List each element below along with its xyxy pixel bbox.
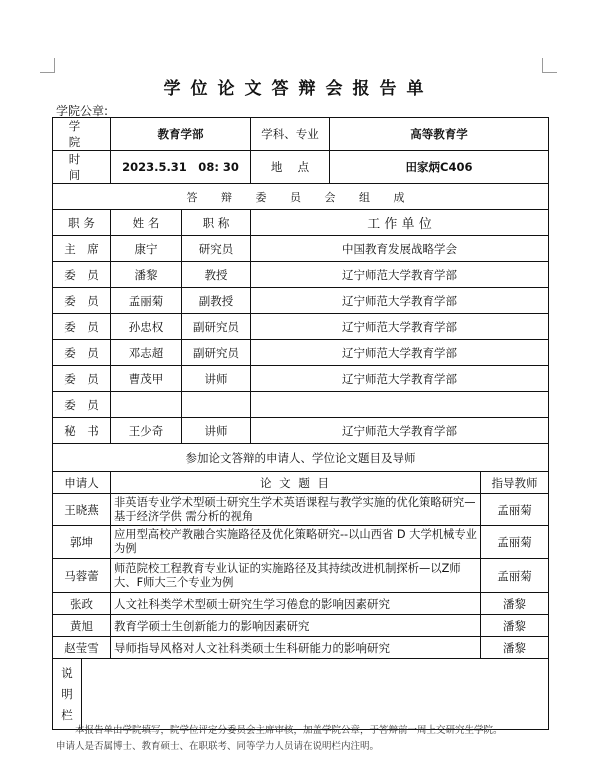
applicant-name: 马蓉蕾 bbox=[53, 559, 111, 593]
committee-section-title: 答 辩 委 员 会 组 成 bbox=[53, 184, 549, 210]
member-name: 潘黎 bbox=[111, 262, 182, 288]
thesis-topic: 非英语专业学术型硕士研究生学术英语课程与教学实施的优化策略研究—基于经济学供 需分析的视角 bbox=[111, 494, 481, 526]
committee-row bbox=[53, 288, 549, 314]
col-advisor-header: 指导教师 bbox=[481, 472, 549, 494]
discipline-value: 高等教育学 bbox=[330, 118, 549, 151]
member-role: 委 员 bbox=[53, 314, 111, 340]
member-role: 委 员 bbox=[53, 262, 111, 288]
committee-row bbox=[53, 314, 549, 340]
committee-row bbox=[53, 366, 549, 392]
advisor-name: 孟丽菊 bbox=[481, 494, 549, 526]
member-title: 讲师 bbox=[182, 418, 251, 444]
col-topic-header: 论 文 题 目 bbox=[111, 472, 481, 494]
member-name: 康宁 bbox=[111, 236, 182, 262]
member-unit: 辽宁师范大学教育学部 bbox=[251, 418, 549, 444]
thesis-topic: 师范院校工程教育专业认证的实施路径及其持续改进机制探析—以Z师大、F师大三个专业为例 bbox=[111, 559, 481, 593]
report-table bbox=[52, 117, 549, 730]
advisor-name: 潘黎 bbox=[481, 593, 549, 615]
member-title: 副研究员 bbox=[182, 314, 251, 340]
advisor-name: 孟丽菊 bbox=[481, 559, 549, 593]
member-unit: 辽宁师范大学教育学部 bbox=[251, 366, 549, 392]
member-title bbox=[182, 392, 251, 418]
remarks-cell bbox=[53, 659, 549, 730]
member-unit: 辽宁师范大学教育学部 bbox=[251, 340, 549, 366]
member-role: 委 员 bbox=[53, 366, 111, 392]
applicant-name: 黄旭 bbox=[53, 615, 111, 637]
applicant-row bbox=[53, 494, 549, 526]
document-title: 学位论文答辩会报告单 bbox=[163, 79, 434, 99]
member-name: 曹茂甲 bbox=[111, 366, 182, 392]
page-corner-mark-left bbox=[40, 58, 55, 73]
member-unit: 辽宁师范大学教育学部 bbox=[251, 262, 549, 288]
footnote-line-2: 申请人是否属博士、教育硕士、在职联考、同等学力人员请在说明栏内注明。 bbox=[56, 741, 380, 752]
committee-header-row bbox=[53, 210, 549, 236]
applicant-name: 赵莹雪 bbox=[53, 637, 111, 659]
col-title-header: 职 称 bbox=[182, 210, 251, 236]
time-label: 时 间 bbox=[53, 151, 111, 184]
advisor-name: 潘黎 bbox=[481, 637, 549, 659]
applicant-row bbox=[53, 593, 549, 615]
committee-section-row bbox=[53, 184, 549, 210]
member-unit: 辽宁师范大学教育学部 bbox=[251, 314, 549, 340]
committee-row bbox=[53, 236, 549, 262]
time-value: 2023.5.31 08: 30 bbox=[111, 151, 251, 184]
applicant-row bbox=[53, 615, 549, 637]
member-name: 邓志超 bbox=[111, 340, 182, 366]
college-row bbox=[53, 118, 549, 151]
place-value: 田家炳C406 bbox=[330, 151, 549, 184]
member-role: 主 席 bbox=[53, 236, 111, 262]
member-role: 委 员 bbox=[53, 392, 111, 418]
applicant-row bbox=[53, 559, 549, 593]
member-title: 教授 bbox=[182, 262, 251, 288]
applicants-section-title: 参加论文答辩的申请人、学位论文题目及导师 bbox=[53, 444, 549, 472]
applicant-row bbox=[53, 526, 549, 559]
remarks-label bbox=[53, 659, 82, 729]
time-row bbox=[53, 151, 549, 184]
college-label: 学 院 bbox=[53, 118, 111, 151]
discipline-label: 学科、专业 bbox=[251, 118, 330, 151]
remarks-label-char: 说 bbox=[61, 665, 73, 680]
member-unit: 辽宁师范大学教育学部 bbox=[251, 288, 549, 314]
member-role: 委 员 bbox=[53, 288, 111, 314]
committee-row bbox=[53, 340, 549, 366]
college-seal-label: 学院公章: bbox=[56, 104, 109, 118]
applicants-header-row bbox=[53, 472, 549, 494]
thesis-topic: 教育学硕士生创新能力的影响因素研究 bbox=[111, 615, 481, 637]
thesis-topic: 导师指导风格对人文社科类硕士生科研能力的影响研究 bbox=[111, 637, 481, 659]
remarks-row bbox=[53, 659, 549, 730]
col-name-header: 姓 名 bbox=[111, 210, 182, 236]
member-role: 委 员 bbox=[53, 340, 111, 366]
applicant-name: 王晓燕 bbox=[53, 494, 111, 526]
member-title: 副研究员 bbox=[182, 340, 251, 366]
member-unit: 中国教育发展战略学会 bbox=[251, 236, 549, 262]
member-title: 副教授 bbox=[182, 288, 251, 314]
remarks-label-char: 栏 bbox=[61, 707, 73, 722]
col-unit-header: 工 作 单 位 bbox=[251, 210, 549, 236]
college-value: 教育学部 bbox=[111, 118, 251, 151]
committee-row bbox=[53, 392, 549, 418]
member-unit bbox=[251, 392, 549, 418]
applicant-name: 郭坤 bbox=[53, 526, 111, 559]
page-corner-mark-right bbox=[542, 58, 557, 73]
member-name: 孟丽菊 bbox=[111, 288, 182, 314]
member-name: 王少奇 bbox=[111, 418, 182, 444]
member-title: 研究员 bbox=[182, 236, 251, 262]
member-name bbox=[111, 392, 182, 418]
committee-row bbox=[53, 418, 549, 444]
footnote-line-1: 本报告单由学院填写，院学位评定分委员会主席审核，加盖学院公章，于答辩前一周上交研究生学院。 bbox=[75, 725, 503, 736]
advisor-name: 孟丽菊 bbox=[481, 526, 549, 559]
committee-row bbox=[53, 262, 549, 288]
remarks-label-char: 明 bbox=[61, 686, 73, 701]
thesis-topic: 人文社科类学术型硕士研究生学习倦怠的影响因素研究 bbox=[111, 593, 481, 615]
member-name: 孙忠权 bbox=[111, 314, 182, 340]
place-label: 地 点 bbox=[251, 151, 330, 184]
applicant-name: 张政 bbox=[53, 593, 111, 615]
col-role-header: 职 务 bbox=[53, 210, 111, 236]
member-title: 讲师 bbox=[182, 366, 251, 392]
applicants-section-row bbox=[53, 444, 549, 472]
applicant-row bbox=[53, 637, 549, 659]
advisor-name: 潘黎 bbox=[481, 615, 549, 637]
member-role: 秘 书 bbox=[53, 418, 111, 444]
col-applicant-header: 申请人 bbox=[53, 472, 111, 494]
thesis-topic: 应用型高校产教融合实施路径及优化策略研究--以山西省 D 大学机械专业为例 bbox=[111, 526, 481, 559]
footnote bbox=[56, 723, 556, 755]
